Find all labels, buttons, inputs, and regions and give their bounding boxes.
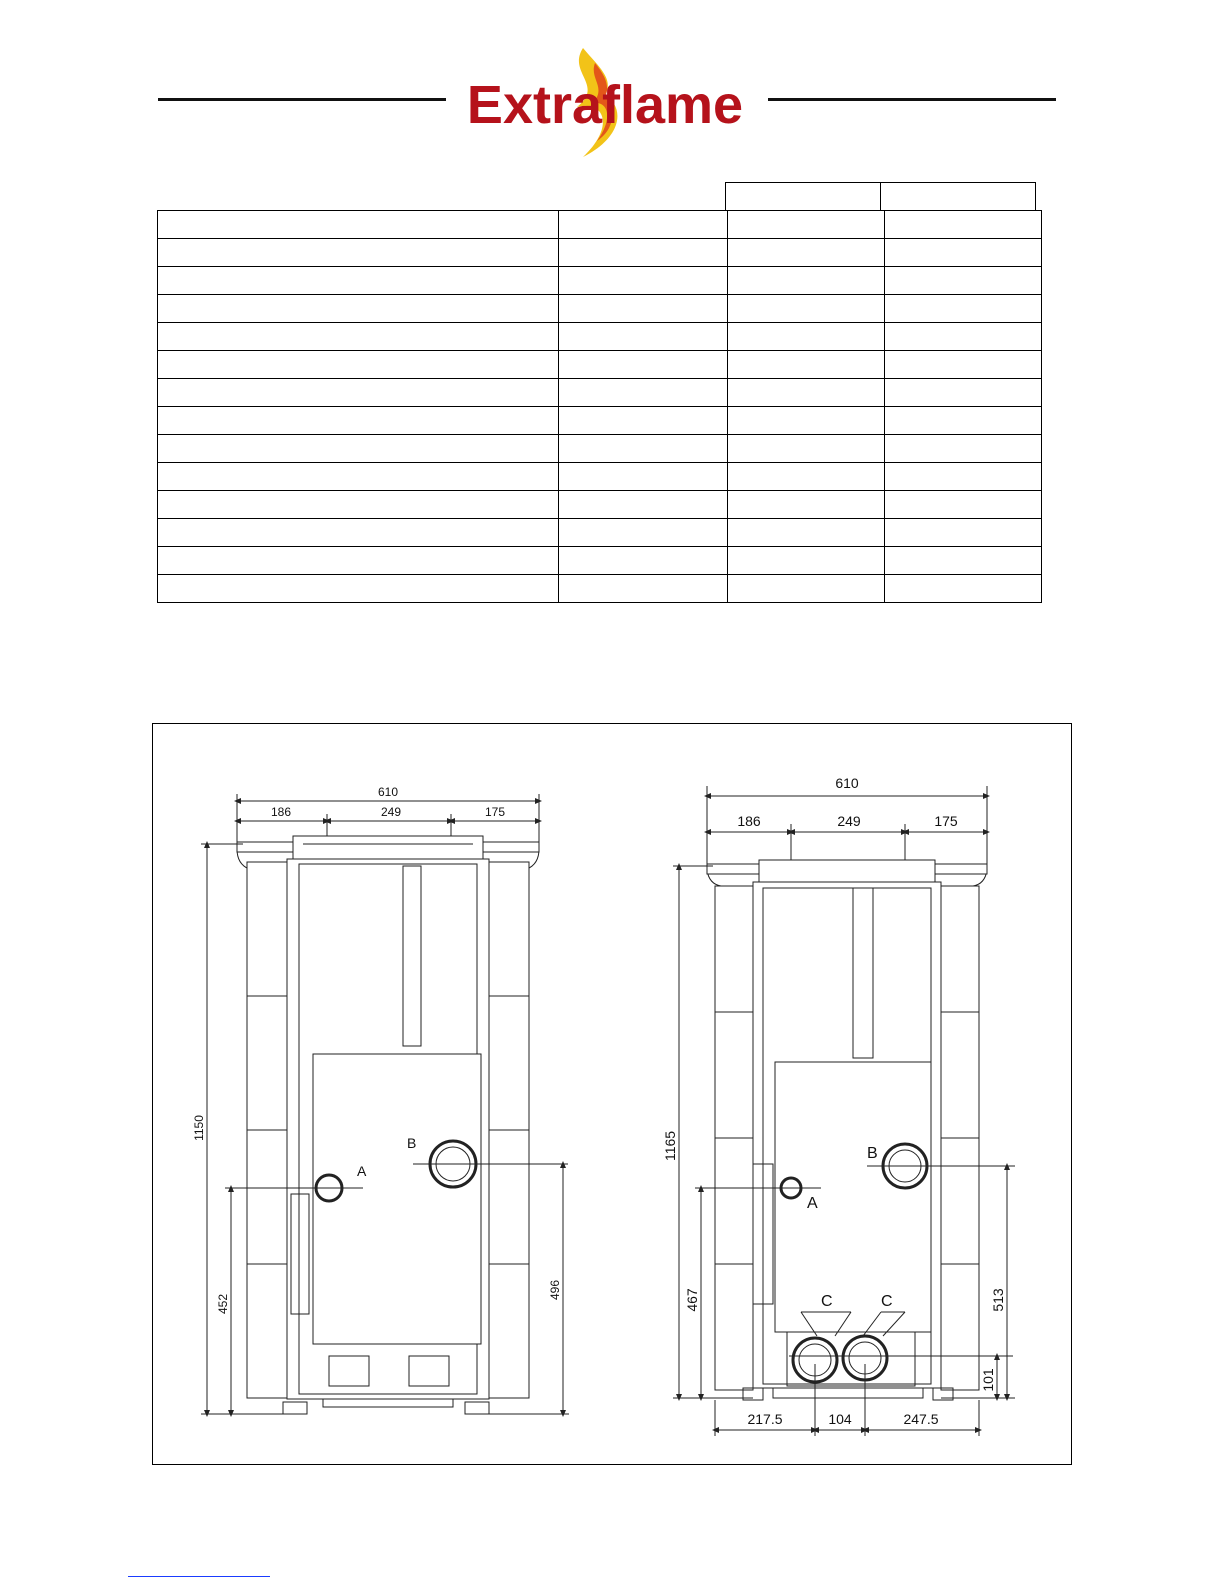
dim-height-right-3: 101 xyxy=(980,1368,996,1392)
table-cell xyxy=(728,267,885,295)
table-cell xyxy=(158,407,559,435)
table-row xyxy=(158,267,1042,295)
table-cell xyxy=(158,435,559,463)
technical-drawing-frame xyxy=(152,723,1072,1465)
table-row xyxy=(158,519,1042,547)
table-cell xyxy=(158,547,559,575)
table-cell xyxy=(728,407,885,435)
table-cell xyxy=(728,351,885,379)
dim-width-left-1: 186 xyxy=(270,805,292,819)
table-cell xyxy=(728,463,885,491)
dim-width-right-2: 249 xyxy=(837,813,861,829)
table-cell xyxy=(728,435,885,463)
table-cell xyxy=(885,547,1042,575)
right-elevation-drawing xyxy=(673,786,1015,1436)
table-cell xyxy=(158,211,559,239)
table-row xyxy=(158,351,1042,379)
dim-height-left-1: 452 xyxy=(216,1293,230,1315)
specification-table xyxy=(157,210,1042,603)
table-cell xyxy=(881,183,1036,211)
table-cell xyxy=(728,491,885,519)
table-cell xyxy=(158,351,559,379)
table-cell xyxy=(158,267,559,295)
dim-overall-height-left: 1150 xyxy=(192,1115,206,1141)
dim-overall-width-left: 610 xyxy=(377,785,399,799)
table-cell xyxy=(728,323,885,351)
table-cell xyxy=(559,351,728,379)
table-cell xyxy=(559,407,728,435)
table-cell xyxy=(158,295,559,323)
table-cell xyxy=(728,519,885,547)
table-row xyxy=(158,491,1042,519)
table-cell xyxy=(885,267,1042,295)
dim-overall-height-right: 1165 xyxy=(662,1130,678,1162)
dim-width-right-3: 175 xyxy=(934,813,958,829)
table-cell xyxy=(728,239,885,267)
table-cell xyxy=(158,519,559,547)
extraflame-logo xyxy=(455,45,755,160)
table-row xyxy=(158,323,1042,351)
table-cell xyxy=(885,575,1042,603)
table-cell xyxy=(885,435,1042,463)
table-cell xyxy=(885,463,1042,491)
table-cell xyxy=(885,323,1042,351)
table-cell xyxy=(728,295,885,323)
table-cell xyxy=(885,351,1042,379)
table-cell xyxy=(158,491,559,519)
table-cell xyxy=(158,239,559,267)
table-cell xyxy=(728,211,885,239)
table-cell xyxy=(726,183,881,211)
table-cell xyxy=(559,295,728,323)
table-cell xyxy=(885,379,1042,407)
table-cell xyxy=(885,519,1042,547)
table-cell xyxy=(559,463,728,491)
dim-height-right-1: 467 xyxy=(684,1288,700,1312)
table-cell xyxy=(559,435,728,463)
table-cell xyxy=(559,239,728,267)
table-cell xyxy=(728,547,885,575)
table-cell xyxy=(559,379,728,407)
dim-overall-width-right: 610 xyxy=(835,775,859,791)
dim-bottom-width-3: 247.5 xyxy=(903,1411,939,1427)
table-row xyxy=(158,407,1042,435)
table-cell xyxy=(158,463,559,491)
port-label-b-right: B xyxy=(867,1145,878,1162)
table-row xyxy=(158,463,1042,491)
port-label-a-right: A xyxy=(807,1195,818,1212)
dim-width-left-2: 249 xyxy=(380,805,402,819)
table-cell xyxy=(559,519,728,547)
dim-height-right-2: 513 xyxy=(990,1288,1006,1312)
table-cell xyxy=(559,575,728,603)
table-row xyxy=(158,379,1042,407)
dim-width-left-3: 175 xyxy=(484,805,506,819)
table-row xyxy=(158,547,1042,575)
dim-width-right-1: 186 xyxy=(737,813,761,829)
table-cell xyxy=(559,547,728,575)
table-row xyxy=(158,211,1042,239)
header-rule-right xyxy=(768,98,1056,101)
port-label-a-left: A xyxy=(357,1163,367,1179)
table-cell xyxy=(885,295,1042,323)
dim-bottom-width-1: 217.5 xyxy=(747,1411,783,1427)
table-cell xyxy=(158,323,559,351)
table-row xyxy=(158,295,1042,323)
table-cell xyxy=(158,379,559,407)
table-cell xyxy=(728,379,885,407)
table-cell xyxy=(885,239,1042,267)
port-label-b-left: B xyxy=(407,1135,417,1151)
table-header-cells xyxy=(725,182,1036,211)
table-cell xyxy=(158,575,559,603)
table-cell xyxy=(559,323,728,351)
table-cell xyxy=(559,211,728,239)
port-label-c2-right: C xyxy=(881,1293,893,1310)
dim-height-left-2: 496 xyxy=(548,1279,562,1301)
table-row xyxy=(158,575,1042,603)
table-cell xyxy=(728,575,885,603)
table-row xyxy=(158,435,1042,463)
dimension-drawings xyxy=(153,724,1071,1464)
table-cell xyxy=(885,491,1042,519)
table-cell xyxy=(885,407,1042,435)
header-rule-left xyxy=(158,98,446,101)
port-label-c1-right: C xyxy=(821,1293,833,1310)
footer-link-underline[interactable] xyxy=(128,1576,270,1577)
logo-text: Extraflame xyxy=(466,75,744,135)
left-elevation-drawing xyxy=(201,794,569,1414)
dim-bottom-width-2: 104 xyxy=(828,1411,852,1427)
table-row xyxy=(158,239,1042,267)
table-cell xyxy=(559,491,728,519)
table-cell xyxy=(885,211,1042,239)
table-cell xyxy=(559,267,728,295)
